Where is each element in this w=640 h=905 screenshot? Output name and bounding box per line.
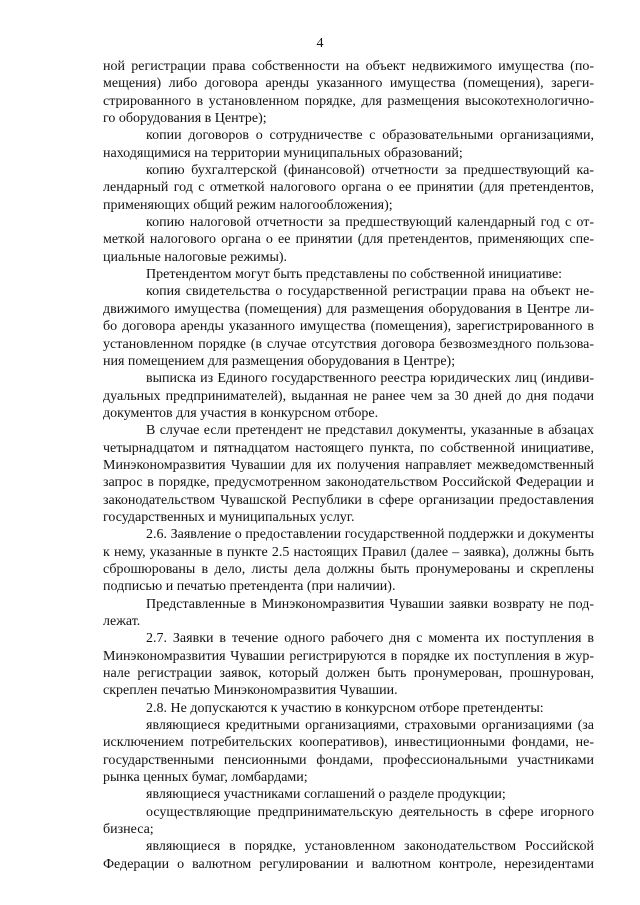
document-body (103, 58, 594, 873)
paragraph: копия свидетельства о государственной регистрации права на объект не-движимого имущества (помещения) для размещения оборудования в Центре ли-бо договора аренды указанного имущества (помещения), зарегистрированного в установленном порядке (в случае отсутствия договора безвозмездного пользова-ния помещением для размещения оборудования в Центре); (103, 284, 594, 369)
paragraph: являющиеся участниками соглашений о разделе продукции; (146, 787, 506, 803)
paragraph: выписка из Единого государственного реестра юридических лиц (индиви-дуальных предпринимателей), выданная не ранее чем за 30 дней до дня подачи документов для участия в конкурсном отборе. (103, 371, 594, 421)
paragraph: 2.7. Заявки в течение одного рабочего дня с момента их поступления в Минэкономразвития Чувашии регистрируются в порядке их поступления в жур-нале регистрации заявок, который должен быть пронумерован, прошнурован, скреплен печатью Минэкономразвития Чувашии. (103, 631, 594, 699)
paragraph: осуществляющие предпринимательскую деятельность в сфере игорного бизнеса; (103, 804, 594, 838)
paragraph: 2.8. Не допускаются к участию в конкурсном отборе претенденты: (146, 700, 544, 716)
paragraph: являющиеся в порядке, установленном законодательством Российской Федерации о валютном регулировании и валютном контроле, нерезидентами (103, 839, 594, 872)
paragraph: копию бухгалтерской (финансовой) отчетности за предшествующий ка-лендарный год с отметкой налогового органа о ее принятии (для претендентов, применяющих общий режим налогообложения); (103, 163, 594, 213)
paragraph: Претендентом могут быть представлены по собственной инициативе: (146, 267, 563, 283)
paragraph: В случае если претендент не представил документы, указанные в абзацах четырнадцатом и пятнадцатом настоящего пункта, по собственной инициативе, Минэкономразвития Чувашии для их получения направляет межведомственный запрос в порядке, предусмотренном законодательством Российской Федерации и законодательством Чувашской Республики в сфере организации предоставления государственных и муниципальных услуг. (103, 423, 594, 525)
paragraph: Представленные в Минэкономразвития Чувашии заявки возврату не под-лежат. (103, 596, 594, 629)
paragraph: являющиеся кредитными организациями, страховыми организациями (за исключением потребительских кооперативов), инвестиционными фондами, не-государственными пенсионными фондами, профессиональными участниками рынка ценных бумаг, ломбардами; (103, 718, 594, 786)
paragraph: ной регистрации права собственности на объект недвижимого имущества (по-мещения) либо договора аренды указанного имущества (помещения), зареги-стрированного в установленном порядке, для размещения высокотехнологично-го оборудования в Центре); (103, 59, 594, 127)
paragraph: копию налоговой отчетности за предшествующий календарный год с от-меткой налогового органа о ее принятии (для претендентов, применяющих спе-циальные налоговые режимы). (103, 215, 594, 265)
page-number: 4 (316, 36, 324, 51)
paragraph: копии договоров о сотрудничестве с образовательными организациями, находящимися на территории муниципальных образований; (103, 128, 594, 161)
paragraph: 2.6. Заявление о предоставлении государственной поддержки и документы к нему, указанные в пункте 2.5 настоящих Правил (далее – заявка), должны быть сброшюрованы в дело, листы дела должны быть пронумерованы и скреплены подписью и печатью претендента (при наличии). (103, 527, 594, 595)
